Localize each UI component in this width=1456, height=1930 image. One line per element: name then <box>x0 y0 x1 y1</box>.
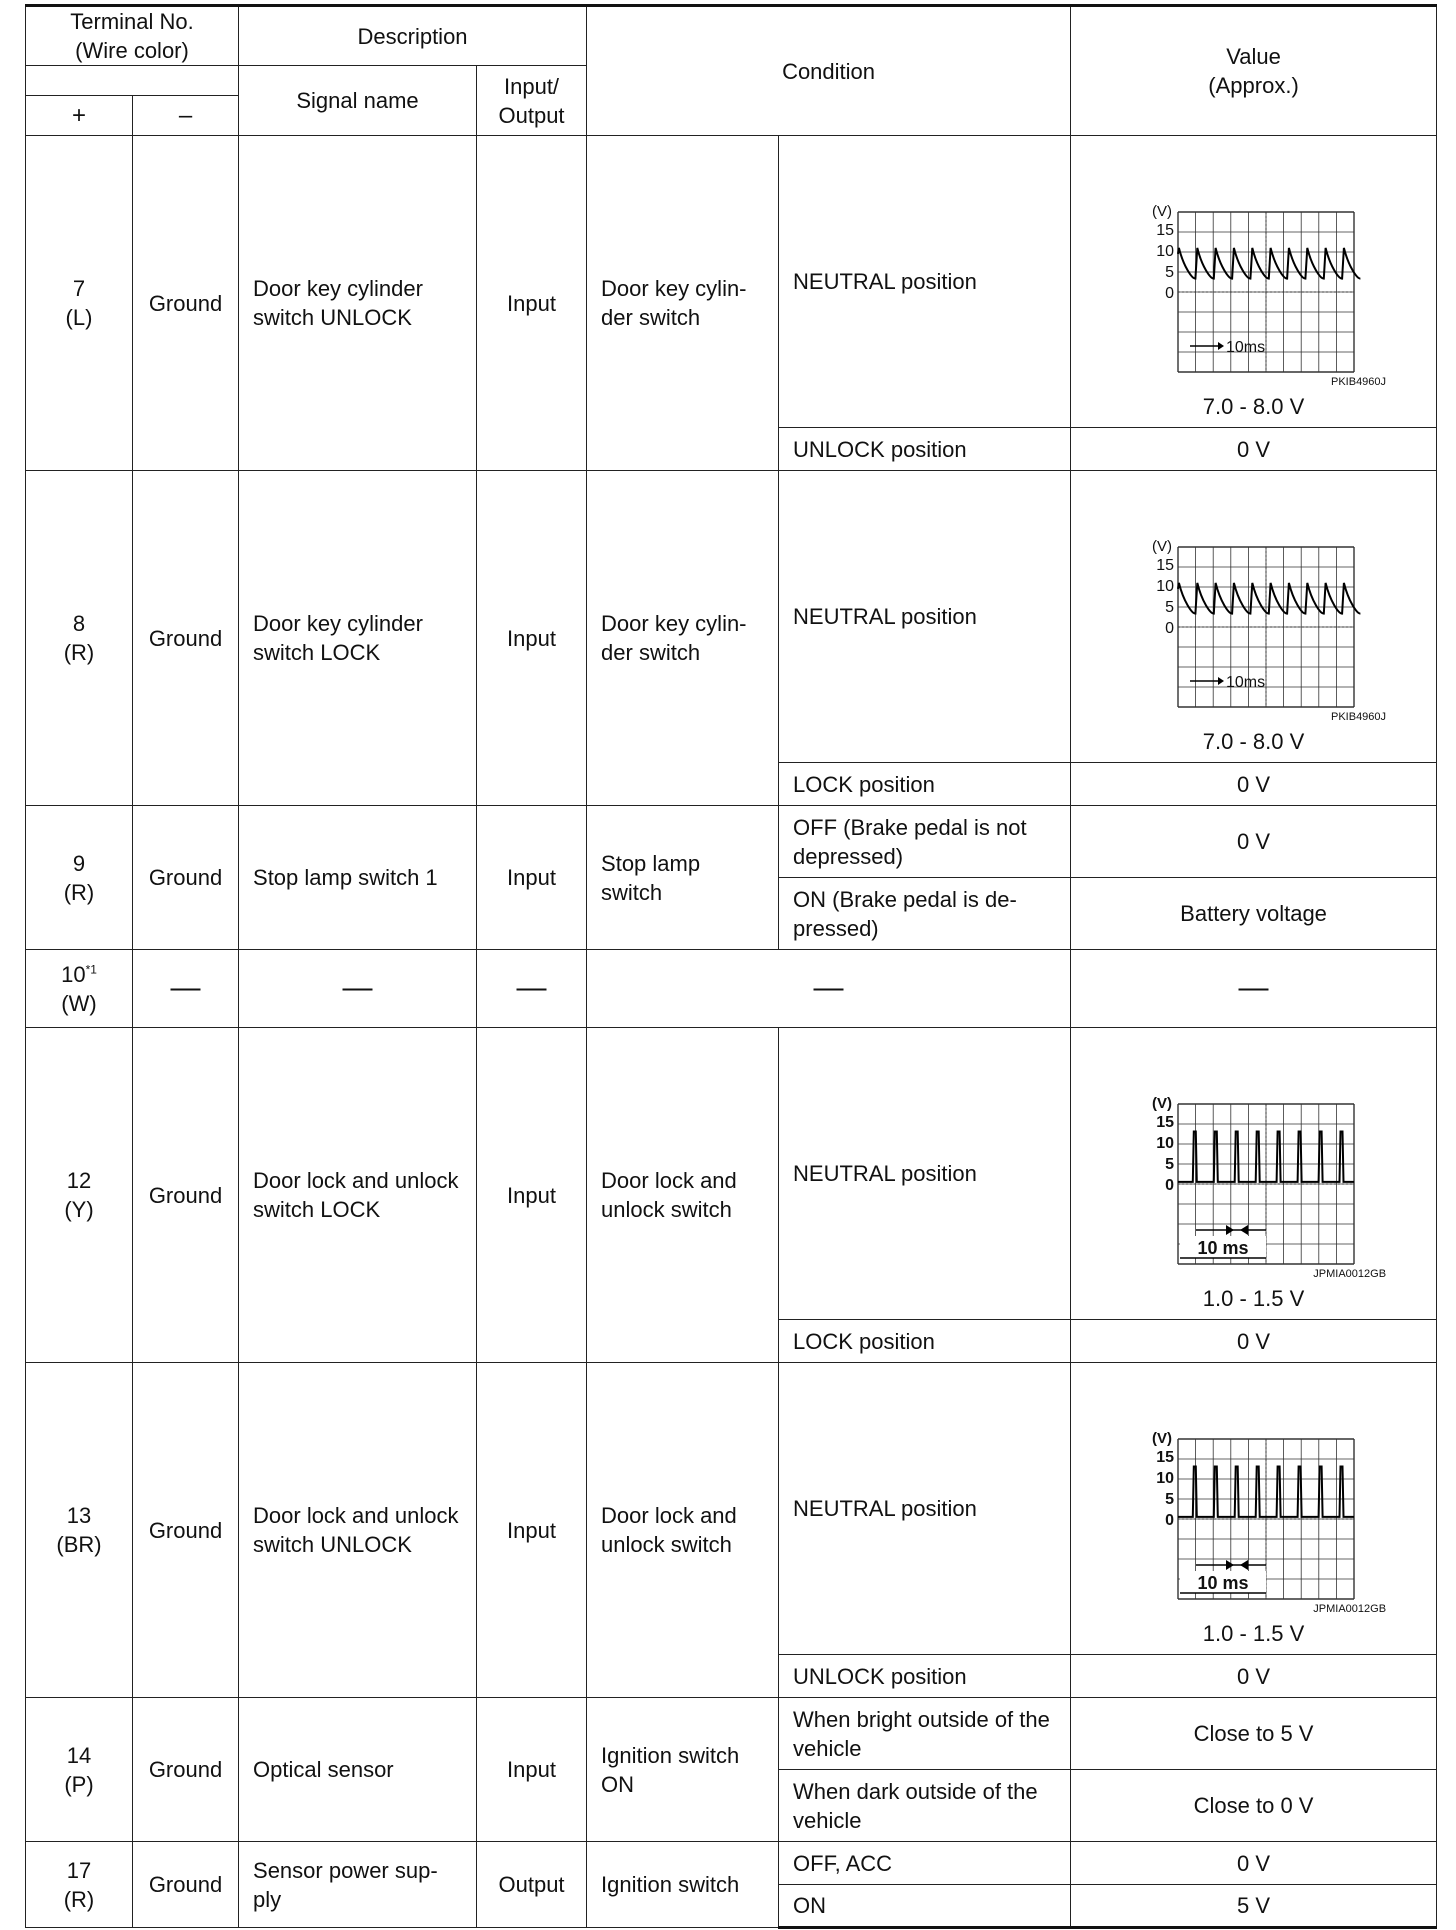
condition-cell: Door key cylin- der switch <box>587 471 779 806</box>
value-cell: Close to 0 V <box>1071 1770 1437 1842</box>
arrow-head <box>1240 1225 1248 1235</box>
io-cell: Input <box>477 136 587 471</box>
condition-cell: Door lock and unlock switch <box>587 1028 779 1363</box>
signal-name-header: Signal name <box>239 66 477 136</box>
terminal-cell: 7 (L) <box>26 136 133 471</box>
table-row <box>26 950 1437 1028</box>
state-cell: ON (Brake pedal is de- pressed) <box>779 878 1071 950</box>
description-header: Description <box>239 6 587 66</box>
y-tick-label: 10 <box>1155 243 1174 260</box>
ground-cell: Ground <box>133 1363 239 1698</box>
y-tick-label: 10 <box>1155 1135 1174 1152</box>
dash-cell: — <box>133 950 239 1028</box>
y-unit-label: (V) <box>1151 203 1172 220</box>
time-base-label: 10 ms <box>1197 1238 1249 1258</box>
value-cell: 5 V <box>1071 1885 1437 1928</box>
plus-header: + <box>26 96 133 136</box>
y-tick-label: 15 <box>1155 557 1174 574</box>
condition-cell: Door key cylin- der switch <box>587 136 779 471</box>
y-tick-label: 0 <box>1164 285 1174 302</box>
terminal-cell: 13 (BR) <box>26 1363 133 1698</box>
y-tick-label: 0 <box>1164 1512 1174 1529</box>
time-base-label: 10 ms <box>1197 1573 1249 1593</box>
terminal-cell: 17 (R) <box>26 1842 133 1928</box>
value-cell: Battery voltage <box>1071 878 1437 950</box>
waveform-value-cell <box>1071 1363 1437 1655</box>
waveform-trace <box>1178 248 1360 279</box>
value-text: 1.0 - 1.5 V <box>1202 1286 1305 1311</box>
signal-name-cell: Door key cylinder switch LOCK <box>239 471 477 806</box>
state-cell: NEUTRAL position <box>779 1363 1071 1655</box>
sawtooth-waveform <box>1124 202 1384 378</box>
y-tick-label: 15 <box>1155 222 1174 239</box>
minus-header: – <box>133 96 239 136</box>
pulse-waveform <box>1124 1429 1384 1605</box>
state-cell: UNLOCK position <box>779 428 1071 471</box>
state-cell: OFF (Brake pedal is not depressed) <box>779 806 1071 878</box>
table-row <box>26 1363 1437 1655</box>
terminal-cell: 12 (Y) <box>26 1028 133 1363</box>
signal-name-cell: Door key cylinder switch UNLOCK <box>239 136 477 471</box>
terminal-table <box>25 4 1437 1929</box>
state-cell: LOCK position <box>779 1320 1071 1363</box>
arrow-head <box>1240 1560 1248 1570</box>
condition-cell: Ignition switch ON <box>587 1698 779 1842</box>
arrow-head <box>1218 342 1224 350</box>
value-cell: 0 V <box>1071 806 1437 878</box>
value-cell: 0 V <box>1071 1842 1437 1885</box>
pulse-waveform <box>1124 1094 1384 1270</box>
state-cell: LOCK position <box>779 763 1071 806</box>
ground-cell: Ground <box>133 471 239 806</box>
table-row <box>26 1028 1437 1320</box>
figure-id: JPMIA0012GB <box>1313 1603 1387 1615</box>
waveform-trace <box>1178 583 1360 614</box>
y-tick-label: 0 <box>1164 620 1174 637</box>
terminal-cell: 9 (R) <box>26 806 133 950</box>
y-tick-label: 5 <box>1164 599 1174 616</box>
y-tick-label: 15 <box>1155 1449 1174 1466</box>
signal-name-cell: Door lock and unlock switch UNLOCK <box>239 1363 477 1698</box>
state-cell: NEUTRAL position <box>779 1028 1071 1320</box>
y-tick-label: 10 <box>1155 578 1174 595</box>
signal-name-cell: Sensor power sup- ply <box>239 1842 477 1928</box>
dash-cell: — <box>587 950 1071 1028</box>
state-cell: NEUTRAL position <box>779 136 1071 428</box>
state-cell: When bright outside of the vehicle <box>779 1698 1071 1770</box>
waveform-value-cell <box>1071 1028 1437 1320</box>
figure-id: PKIB4960J <box>1331 376 1387 388</box>
signal-name-cell: Door lock and unlock switch LOCK <box>239 1028 477 1363</box>
time-base-label: 10ms <box>1225 339 1265 356</box>
io-header: Input/ Output <box>477 66 587 136</box>
ground-cell: Ground <box>133 1842 239 1928</box>
io-cell: Input <box>477 1028 587 1363</box>
terminal-no-header: Terminal No. (Wire color) <box>26 6 239 66</box>
value-cell: 0 V <box>1071 1320 1437 1363</box>
terminal-cell: 8 (R) <box>26 471 133 806</box>
sawtooth-waveform <box>1124 537 1384 713</box>
io-cell: Input <box>477 1363 587 1698</box>
signal-name-cell: Optical sensor <box>239 1698 477 1842</box>
table-row <box>26 1698 1437 1770</box>
value-cell: 0 V <box>1071 763 1437 806</box>
time-base-label: 10ms <box>1225 674 1265 691</box>
dash-cell: — <box>239 950 477 1028</box>
dash-cell: — <box>1071 950 1437 1028</box>
y-tick-label: 15 <box>1155 1114 1174 1131</box>
figure-id: JPMIA0012GB <box>1313 1268 1387 1280</box>
condition-cell: Stop lamp switch <box>587 806 779 950</box>
state-cell: ON <box>779 1885 1071 1928</box>
y-unit-label: (V) <box>1151 538 1172 555</box>
condition-cell: Ignition switch <box>587 1842 779 1928</box>
value-text: 1.0 - 1.5 V <box>1202 1621 1305 1646</box>
state-cell: OFF, ACC <box>779 1842 1071 1885</box>
value-cell: Close to 5 V <box>1071 1698 1437 1770</box>
table-row <box>26 471 1437 763</box>
signal-name-cell: Stop lamp switch 1 <box>239 806 477 950</box>
io-cell: Input <box>477 471 587 806</box>
waveform-value-cell <box>1071 471 1437 763</box>
value-text: 7.0 - 8.0 V <box>1202 729 1305 754</box>
y-unit-label: (V) <box>1151 1430 1172 1447</box>
table-row <box>26 1842 1437 1885</box>
y-tick-label: 5 <box>1164 1491 1174 1508</box>
ground-cell: Ground <box>133 136 239 471</box>
terminal-cell: 10$^{*1}$ (W) <box>26 950 133 1028</box>
condition-cell: Door lock and unlock switch <box>587 1363 779 1698</box>
arrow-head <box>1218 677 1224 685</box>
dash-cell: — <box>477 950 587 1028</box>
value-text: 7.0 - 8.0 V <box>1202 394 1305 419</box>
condition-header: Condition <box>587 6 1071 136</box>
figure-id: PKIB4960J <box>1331 711 1387 723</box>
terminal-header-spacer <box>26 66 239 96</box>
table-row <box>26 806 1437 878</box>
io-cell: Output <box>477 1842 587 1928</box>
io-cell: Input <box>477 1698 587 1842</box>
y-tick-label: 5 <box>1164 264 1174 281</box>
arrow-head <box>1226 1560 1234 1570</box>
state-cell: When dark outside of the vehicle <box>779 1770 1071 1842</box>
y-tick-label: 5 <box>1164 1156 1174 1173</box>
value-cell: 0 V <box>1071 428 1437 471</box>
y-tick-label: 0 <box>1164 1177 1174 1194</box>
ground-cell: Ground <box>133 1028 239 1363</box>
y-tick-label: 10 <box>1155 1470 1174 1487</box>
terminal-cell: 14 (P) <box>26 1698 133 1842</box>
ground-cell: Ground <box>133 806 239 950</box>
state-cell: UNLOCK position <box>779 1655 1071 1698</box>
arrow-head <box>1226 1225 1234 1235</box>
waveform-value-cell <box>1071 136 1437 428</box>
state-cell: NEUTRAL position <box>779 471 1071 763</box>
table-row <box>26 136 1437 428</box>
ground-cell: Ground <box>133 1698 239 1842</box>
value-header: Value (Approx.) <box>1071 6 1437 136</box>
value-cell: 0 V <box>1071 1655 1437 1698</box>
io-cell: Input <box>477 806 587 950</box>
y-unit-label: (V) <box>1151 1095 1172 1112</box>
